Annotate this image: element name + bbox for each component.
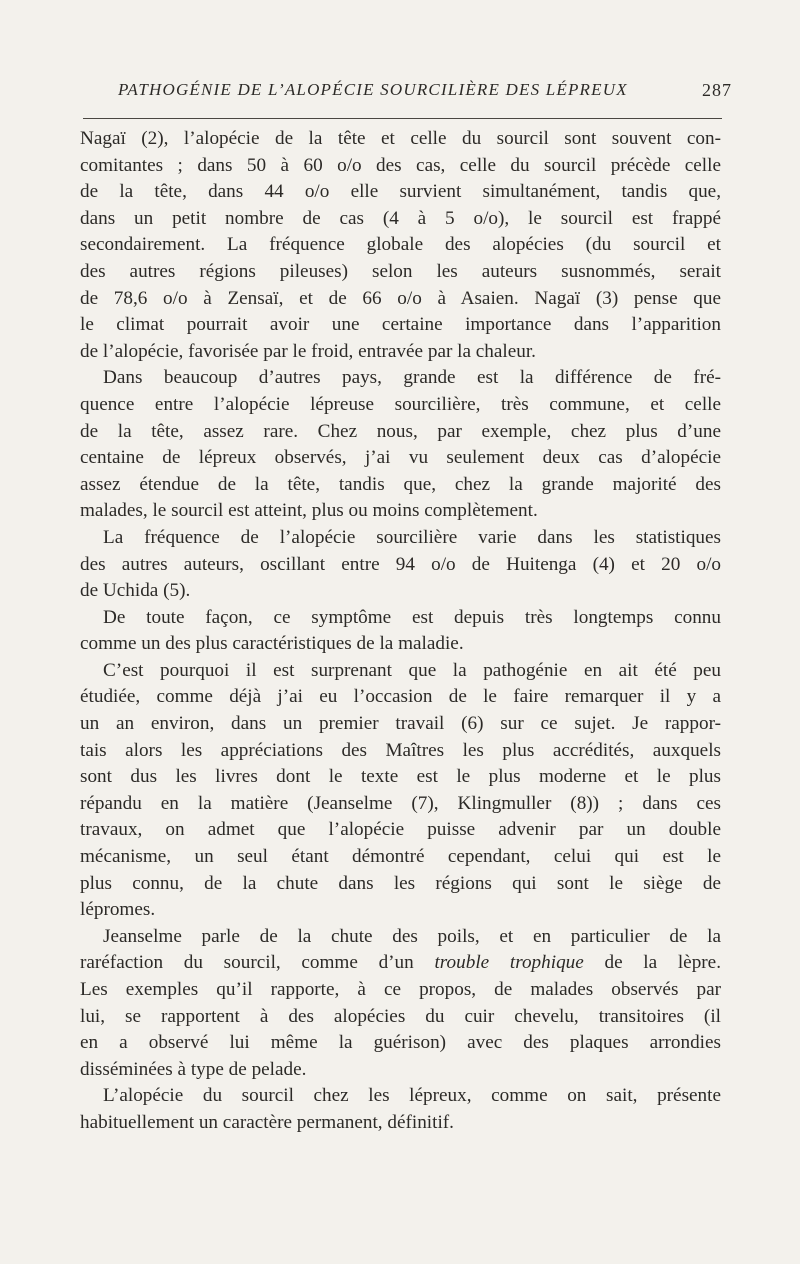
text-line: de l’alopécie, favorisée par le froid, entravée par la chaleur. xyxy=(80,340,536,362)
text-line: Nagaï (2), l’alopécie de la tête et celle du sourcil sont souvent con- xyxy=(80,128,721,149)
text-line: Les exemples qu’il rapporte, à ce propos, de malades observés par xyxy=(80,979,721,1000)
text-line: tais alors les appréciations des Maîtres les plus accrédités, auxquels xyxy=(80,739,721,761)
text-line: C’est pourquoi il est surprenant que la pathogénie en ait été peu xyxy=(103,659,721,681)
paragraph xyxy=(80,1083,721,1136)
text-line: travaux, on admet que l’alopécie puisse advenir par un double xyxy=(80,819,721,841)
text-line: des autres régions pileuses) selon les auteurs susnommés, serait xyxy=(80,260,721,282)
text-line: de la tête, assez rare. Chez nous, par exemple, chez plus d’une xyxy=(80,420,721,442)
text-line: mécanisme, un seul étant démontré cependant, celui qui est le xyxy=(80,846,721,868)
text-line: sont dus les livres dont le texte est le plus moderne et le plus xyxy=(80,766,721,788)
page-number: 287 xyxy=(702,80,732,100)
text-line: lui, se rapportent à des alopécies du cuir chevelu, transitoires (il xyxy=(80,1005,721,1027)
text-line: assez étendue de la tête, tandis que, chez la grande majorité des xyxy=(80,473,721,495)
text-line: disséminées à type de pelade. xyxy=(80,1058,307,1080)
paragraph xyxy=(80,525,721,605)
text-line: centaine de lépreux observés, j’ai vu seulement deux cas d’alopécie xyxy=(80,447,721,469)
page-header xyxy=(118,80,732,110)
text-line: L’alopécie du sourcil chez les lépreux, comme on sait, présente xyxy=(103,1085,721,1107)
paragraph xyxy=(80,924,721,1084)
paragraph xyxy=(80,365,721,525)
text-line: étudiée, comme déjà j’ai eu l’occasion de le faire remarquer il y a xyxy=(80,686,721,708)
text-line: malades, le sourcil est atteint, plus ou moins complètement. xyxy=(80,500,538,522)
text-line: plus connu, de la chute dans les régions qui sont le siège de xyxy=(80,872,721,894)
body-text xyxy=(80,126,721,1137)
running-title: PATHOGÉNIE DE L’ALOPÉCIE SOURCILIÈRE DES LÉPREUX xyxy=(118,80,628,99)
text-line: lépromes. xyxy=(80,899,156,921)
text-line: quence entre l’alopécie lépreuse sourcilière, très commune, et celle xyxy=(80,393,721,415)
italic-phrase: trouble trophique xyxy=(434,952,584,974)
text-line: en a observé lui même la guérison) avec des plaques arrondies xyxy=(80,1032,721,1054)
text-line: De toute façon, ce symptôme est depuis très longtemps connu xyxy=(103,606,721,628)
text-line: dans un petit nombre de cas (4 à 5 o/o), le sourcil est frappé xyxy=(80,207,721,229)
text-line: de Uchida (5). xyxy=(80,580,191,602)
text-line: Dans beaucoup d’autres pays, grande est la différence de fré- xyxy=(103,367,721,389)
text-line: raréfaction du sourcil, comme d’un trouble trophique de la lèpre. xyxy=(80,952,721,974)
text-line: comitantes ; dans 50 à 60 o/o des cas, celle du sourcil précède celle xyxy=(80,154,721,176)
paragraph xyxy=(80,658,721,924)
paragraph xyxy=(80,605,721,658)
header-rule xyxy=(83,118,722,119)
text-line: La fréquence de l’alopécie sourcilière varie dans les statistiques xyxy=(103,526,721,548)
text-line: Jeanselme parle de la chute des poils, et en particulier de la xyxy=(103,925,721,947)
text-line: habituellement un caractère permanent, définitif. xyxy=(80,1111,454,1133)
text-line: comme un des plus caractéristiques de la maladie. xyxy=(80,633,464,655)
text-line: un an environ, dans un premier travail (6) sur ce sujet. Je rappor- xyxy=(80,713,721,735)
text-line: de 78,6 o/o à Zensaï, et de 66 o/o à Asaien. Nagaï (3) pense que xyxy=(80,287,721,309)
paragraph xyxy=(80,126,721,365)
text-line: le climat pourrait avoir une certaine importance dans l’apparition xyxy=(80,314,721,336)
text-line: des autres auteurs, oscillant entre 94 o/o de Huitenga (4) et 20 o/o xyxy=(80,553,721,575)
text-line: de la tête, dans 44 o/o elle survient simultanément, tandis que, xyxy=(80,181,721,203)
text-line: secondairement. La fréquence globale des alopécies (du sourcil et xyxy=(80,234,721,256)
text-line: répandu en la matière (Jeanselme (7), Klingmuller (8)) ; dans ces xyxy=(80,792,721,814)
